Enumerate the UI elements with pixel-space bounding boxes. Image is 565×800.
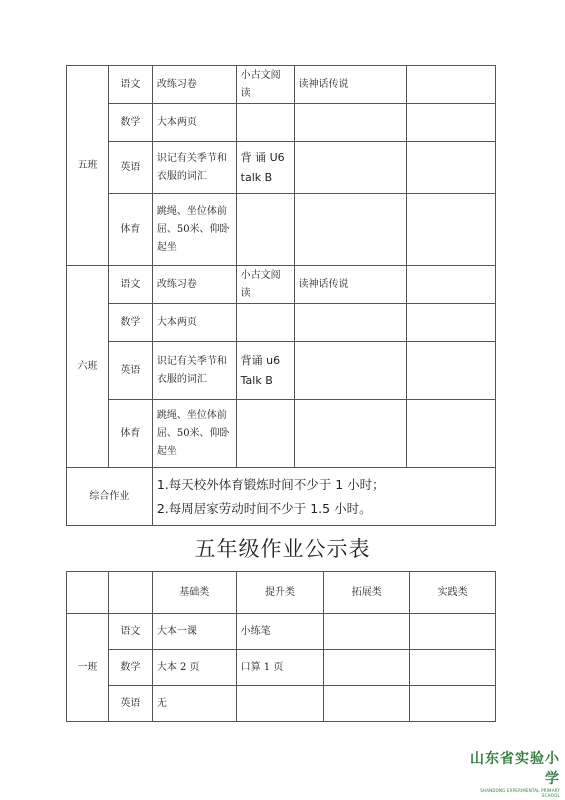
basic-cell: 跳绳、坐位体前屈、50米、仰卧起坐 (152, 194, 236, 266)
subject-cell: 语文 (108, 614, 152, 650)
subject-cell: 语文 (108, 66, 152, 104)
table-row (67, 66, 496, 104)
class-name-cell: 五班 (67, 66, 109, 266)
school-logo-cn: 山东省实验小学 (470, 751, 560, 787)
improve-cell: 口算 1 页 (236, 650, 324, 686)
basic-cell: 无 (152, 686, 236, 722)
practice-cell (407, 66, 496, 104)
table-row (67, 142, 496, 194)
subject-cell: 语文 (108, 266, 152, 304)
practice-cell (407, 342, 496, 400)
practice-cell (407, 304, 496, 342)
extend-cell (324, 686, 410, 722)
table-row (67, 266, 496, 304)
extend-cell (294, 304, 407, 342)
practice-cell (410, 650, 496, 686)
subject-cell: 英语 (108, 342, 152, 400)
header-extend: 拓展类 (324, 572, 410, 614)
table-row (67, 650, 496, 686)
extend-cell: 读神话传说 (294, 266, 407, 304)
improve-cell (236, 194, 294, 266)
header-row (67, 572, 496, 614)
improve-cell: 背 诵 U6 talk B (236, 142, 294, 194)
practice-cell (407, 104, 496, 142)
school-logo-en: SHANDONG EXPERIMENTAL PRIMARY SCHOOL (480, 788, 560, 798)
practice-cell (407, 266, 496, 304)
header-practice: 实践类 (410, 572, 496, 614)
extend-cell (294, 400, 407, 468)
subject-cell: 数学 (108, 304, 152, 342)
header-improve: 提升类 (236, 572, 324, 614)
table-row (67, 194, 496, 266)
practice-cell (410, 686, 496, 722)
page-title: 五年级作业公示表 (194, 537, 371, 561)
summary-line-2: 2.每周居家劳动时间不少于 1.5 小时。 (156, 500, 372, 516)
extend-cell (324, 650, 410, 686)
summary-label: 综合作业 (67, 468, 153, 526)
summary-row (67, 468, 496, 526)
improve-cell: 小古文阅读 (236, 66, 294, 104)
header-blank (67, 572, 109, 614)
practice-cell (407, 194, 496, 266)
table-row (67, 342, 496, 400)
subject-cell: 英语 (108, 142, 152, 194)
summary-line-1: 1.每天校外体育锻炼时间不少于 1 小时； (156, 476, 385, 492)
class-name-cell: 六班 (67, 266, 109, 468)
table-row (67, 304, 496, 342)
improve-cell: 小古文阅读 (236, 266, 294, 304)
basic-cell: 识记有关季节和衣服的词汇 (152, 142, 236, 194)
basic-cell: 跳绳、坐位体前屈、50米、仰卧起坐 (152, 400, 236, 468)
improve-cell: 小练笔 (236, 614, 324, 650)
basic-cell: 大本两页 (152, 104, 236, 142)
subject-cell: 体育 (108, 194, 152, 266)
extend-cell (324, 614, 410, 650)
practice-cell (410, 614, 496, 650)
subject-cell: 数学 (108, 650, 152, 686)
basic-cell: 大本 2 页 (152, 650, 236, 686)
subject-cell: 数学 (108, 104, 152, 142)
table-row (67, 104, 496, 142)
practice-cell (407, 142, 496, 194)
extend-cell (294, 142, 407, 194)
table-row (67, 686, 496, 722)
homework-table-upper (66, 65, 496, 526)
extend-cell (294, 104, 407, 142)
table-row (67, 400, 496, 468)
header-blank (108, 572, 152, 614)
extend-cell (294, 194, 407, 266)
basic-cell: 改练习卷 (152, 66, 236, 104)
homework-table-lower (66, 571, 496, 722)
improve-cell (236, 686, 324, 722)
improve-cell (236, 104, 294, 142)
improve-cell (236, 400, 294, 468)
improve-cell (236, 304, 294, 342)
basic-cell: 识记有关季节和衣服的词汇 (152, 342, 236, 400)
basic-cell: 改练习卷 (152, 266, 236, 304)
extend-cell (294, 342, 407, 400)
header-basic: 基础类 (152, 572, 236, 614)
extend-cell: 读神话传说 (294, 66, 407, 104)
school-logo (470, 748, 560, 798)
subject-cell: 英语 (108, 686, 152, 722)
table-row (67, 614, 496, 650)
subject-cell: 体育 (108, 400, 152, 468)
summary-content (152, 468, 495, 526)
basic-cell: 大本一课 (152, 614, 236, 650)
class-name-cell: 一班 (67, 614, 109, 722)
practice-cell (407, 400, 496, 468)
improve-cell: 背诵 u6 Talk B (236, 342, 294, 400)
basic-cell: 大本两页 (152, 304, 236, 342)
